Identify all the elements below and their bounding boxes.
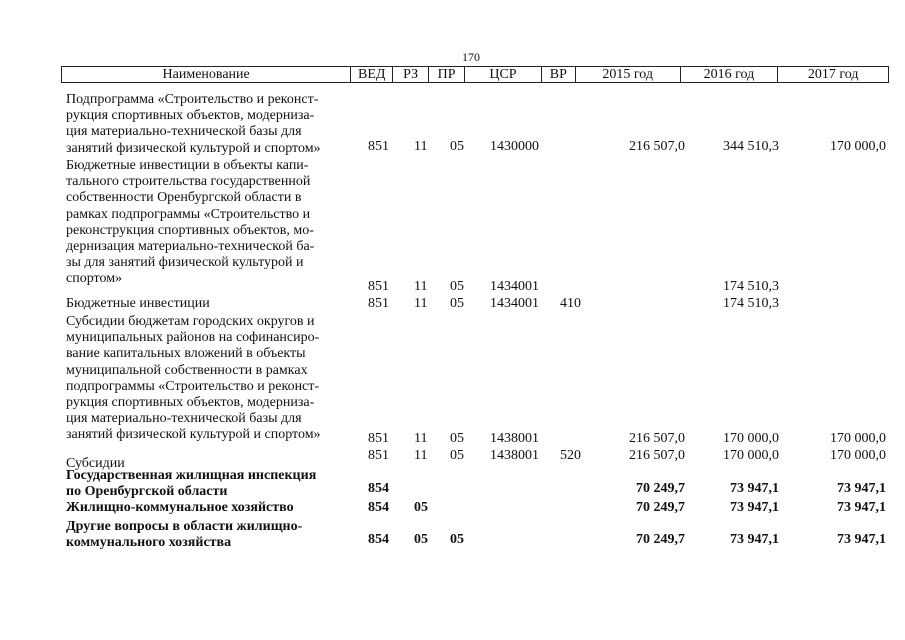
row-name: [66, 468, 351, 500]
row-name-line: по Оренбургской области: [66, 484, 228, 500]
row-name-line: Субсидии: [66, 456, 125, 471]
cell-csr: 1438001: [490, 431, 539, 446]
row-name-line: реконструкция спортивных объектов, мо-: [66, 222, 314, 238]
row-name-line: тального строительства государственной: [66, 174, 311, 190]
header-rz: РЗ: [393, 67, 429, 82]
row-name-line: зы для занятий физической культурой и: [66, 255, 304, 271]
cell-csr: 1434001: [490, 279, 539, 294]
cell-y2015: 216 507,0: [629, 139, 685, 154]
row-name-line: рукция спортивных объектов, модерниза-: [66, 108, 315, 124]
cell-csr: 1434001: [490, 296, 539, 311]
header-pr: ПР: [429, 67, 465, 82]
row-name-line: Подпрограмма «Строительство и реконст-: [66, 92, 319, 107]
cell-y2016: 170 000,0: [723, 431, 779, 446]
table-header: [61, 66, 889, 83]
row-name-line: спортом»: [66, 271, 123, 287]
header-csr: ЦСР: [465, 67, 542, 82]
row-name: [66, 519, 351, 551]
cell-pr: 05: [450, 532, 464, 547]
cell-rz: 05: [414, 500, 428, 515]
cell-y2015: 216 507,0: [629, 448, 685, 463]
header-2017: 2017 год: [807, 67, 859, 82]
cell-y2017: 73 947,1: [837, 500, 886, 515]
cell-pr: 05: [450, 139, 464, 154]
cell-ved: 854: [368, 481, 389, 496]
row-name-line: подпрограммы «Строительство и реконст-: [66, 378, 320, 394]
row-name: [66, 296, 351, 312]
cell-vr: 520: [560, 448, 581, 463]
cell-ved: 854: [368, 500, 389, 515]
cell-pr: 05: [450, 448, 464, 463]
cell-pr: 05: [450, 296, 464, 311]
header-2016: 2016 год: [681, 67, 779, 82]
cell-y2016: 73 947,1: [730, 481, 779, 496]
row-name-line: Другие вопросы в области жилищно-: [66, 519, 303, 534]
cell-y2016: 73 947,1: [730, 532, 779, 547]
page-number: 170: [462, 50, 480, 64]
row-name-line: занятий физической культурой и спортом»: [66, 140, 321, 156]
header-name: Наименование: [62, 67, 351, 82]
row-name-line: собственности Оренбургской области в: [66, 190, 302, 206]
cell-y2016: 73 947,1: [730, 500, 779, 515]
cell-y2017: 170 000,0: [830, 431, 886, 446]
cell-y2016: 170 000,0: [723, 448, 779, 463]
header-2015: 2015 год: [576, 67, 681, 82]
cell-y2017: 73 947,1: [837, 532, 886, 547]
row-name-line: вание капитальных вложений в объекты: [66, 346, 306, 362]
row-name-line: Бюджетные инвестиции: [66, 296, 210, 311]
cell-y2016: 174 510,3: [723, 296, 779, 311]
cell-ved: 851: [368, 431, 389, 446]
cell-ved: 854: [368, 532, 389, 547]
cell-rz: 11: [414, 431, 428, 446]
cell-y2015: 70 249,7: [636, 500, 685, 515]
cell-ved: 851: [368, 448, 389, 463]
cell-rz: 11: [414, 448, 428, 463]
row-name-line: Жилищно-коммунальное хозяйство: [66, 500, 294, 515]
cell-rz: 11: [414, 296, 428, 311]
row-name-line: дернизация материально-технической ба-: [66, 239, 315, 255]
row-name: [66, 500, 351, 516]
cell-rz: 11: [414, 139, 428, 154]
cell-ved: 851: [368, 139, 389, 154]
cell-y2017: 73 947,1: [837, 481, 886, 496]
header-ved: ВЕД: [351, 67, 393, 82]
row-name-line: рамках подпрограммы «Строительство и: [66, 206, 311, 222]
cell-rz: 05: [414, 532, 428, 547]
cell-y2015: 216 507,0: [629, 431, 685, 446]
cell-y2015: 70 249,7: [636, 481, 685, 496]
cell-pr: 05: [450, 279, 464, 294]
cell-y2015: 70 249,7: [636, 532, 685, 547]
row-name-line: занятий физической культурой и спортом»: [66, 427, 321, 443]
cell-csr: 1438001: [490, 448, 539, 463]
cell-rz: 11: [414, 279, 428, 294]
cell-csr: 1430000: [490, 139, 539, 154]
row-name-line: Субсидии бюджетам городских округов и: [66, 314, 315, 329]
cell-y2016: 174 510,3: [723, 279, 779, 294]
cell-y2017: 170 000,0: [830, 139, 886, 154]
row-name: [66, 158, 351, 288]
row-name-line: коммунального хозяйства: [66, 535, 232, 551]
row-name-line: муниципальной собственности в рамках: [66, 362, 308, 378]
cell-pr: 05: [450, 431, 464, 446]
row-name: [66, 314, 351, 444]
row-name-line: ция материально-технической базы для: [66, 411, 302, 427]
cell-ved: 851: [368, 279, 389, 294]
row-name-line: рукция спортивных объектов, модерниза-: [66, 395, 315, 411]
cell-y2016: 344 510,3: [723, 139, 779, 154]
row-name-line: Государственная жилищная инспекция: [66, 468, 317, 483]
header-vr: ВР: [542, 67, 576, 82]
row-name-line: Бюджетные инвестиции в объекты капи-: [66, 158, 309, 173]
row-name-line: муниципальных районов на софинансиро-: [66, 330, 320, 346]
cell-vr: 410: [560, 296, 581, 311]
cell-ved: 851: [368, 296, 389, 311]
row-name-line: ция материально-технической базы для: [66, 124, 302, 140]
row-name: [66, 92, 351, 157]
cell-y2017: 170 000,0: [830, 448, 886, 463]
